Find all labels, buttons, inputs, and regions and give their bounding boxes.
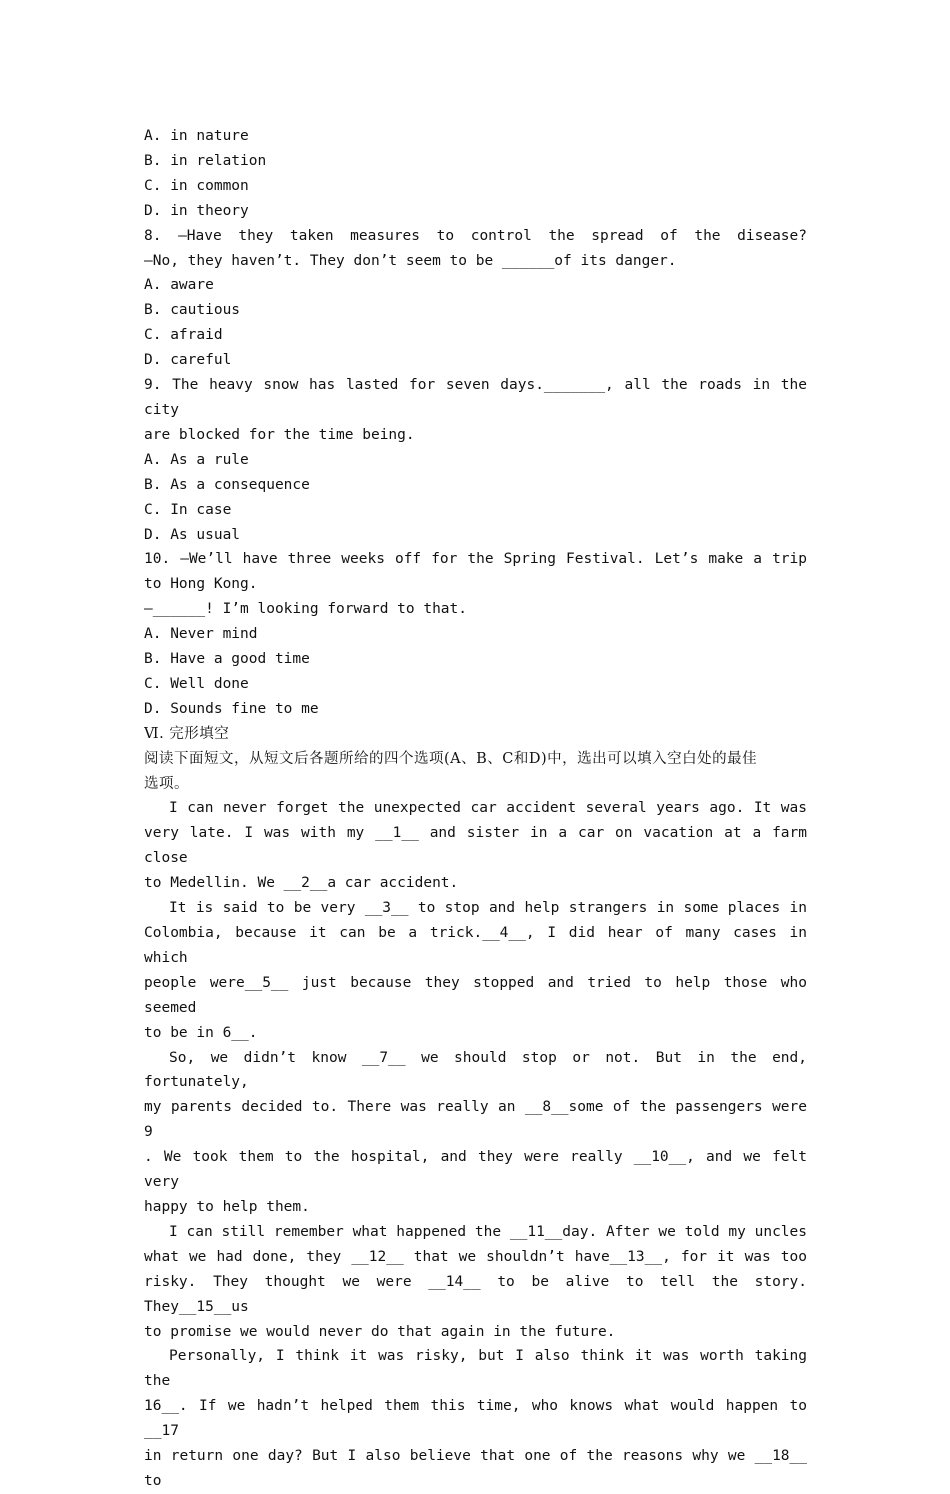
passage-paragraph-2 — [144, 896, 807, 1045]
q10-option-c: C. Well done — [144, 675, 249, 692]
passage-line: I can never forget the unexpected car accident several years ago. It was — [169, 800, 807, 817]
q9-option-c: C. In case — [144, 501, 232, 518]
passage-line: It is said to be very __3__ to stop and help strangers in some places in — [169, 900, 807, 917]
q8-stem: 8. —Have they taken measures to control the spread of the disease? — [144, 227, 807, 244]
question-9 — [144, 373, 807, 547]
passage-line: happy to help them. — [144, 1198, 310, 1215]
q8-option-c: C. afraid — [144, 327, 223, 344]
passage-line: I can still remember what happened the __11__day. After we told my uncles — [169, 1223, 807, 1240]
q8-option-b: B. cautious — [144, 302, 241, 319]
q10-option-a: A. Never mind — [144, 626, 258, 643]
passage-line: in return one day? But I also believe that one of the reasons why we __18__ to — [144, 1448, 807, 1489]
passage-paragraph-3 — [144, 1046, 807, 1220]
q7-option-c: C. in common — [144, 177, 249, 194]
q10-reply: —______! I’m looking forward to that. — [144, 601, 468, 618]
passage-line: risky. They thought we were __14__ to be alive to tell the story. They__15__us — [144, 1273, 807, 1315]
passage-line: people were__5__ just because they stopped and tried to help those who seemed — [144, 974, 807, 1016]
question-10 — [144, 547, 807, 721]
section-title: Ⅵ. 完形填空 — [144, 725, 230, 742]
passage-paragraph-5 — [144, 1344, 807, 1493]
q7-option-a: A. in nature — [144, 128, 249, 144]
passage-line: . We took them to the hospital, and they were really __10__, and we felt very — [144, 1149, 807, 1191]
instructions-line-1: 阅读下面短文，从短文后各题所给的四个选项(A、B、C和D)中，选出可以填入空白处的最佳 — [144, 750, 758, 767]
passage-line: very late. I was with my __1__ and sister in a car on vacation at a farm close — [144, 825, 807, 867]
q7-option-d: D. in theory — [144, 202, 249, 219]
q10-option-d: D. Sounds fine to me — [144, 700, 319, 717]
q9-option-a: A. As a rule — [144, 451, 249, 468]
passage-line: 16__. If we hadn’t helped them this time, who knows what would happen to __17 — [144, 1398, 807, 1440]
passage-line: to Medellin. We __2__a car accident. — [144, 875, 459, 892]
document-page — [144, 124, 807, 1494]
q7-option-b: B. in relation — [144, 152, 267, 169]
passage-line: to be in 6__. — [144, 1024, 258, 1041]
instructions-line-2: 选项。 — [144, 775, 189, 792]
passage-line: Colombia, because it can be a trick.__4__, I did hear of many cases in which — [144, 925, 807, 966]
q8-reply: —No, they haven’t. They don’t seem to be ______of its danger. — [144, 252, 677, 269]
q9-stem-line-2: are blocked for the time being. — [144, 426, 415, 443]
passage-line: So, we didn’t know __7__ we should stop or not. But in the end, fortunately, — [144, 1049, 807, 1091]
q9-option-b: B. As a consequence — [144, 476, 310, 493]
passage-line: to promise we would never do that again in the future. — [144, 1323, 616, 1340]
passage-line: my parents decided to. There was really an __8__some of the passengers were 9 — [144, 1099, 807, 1141]
q10-stem-line-2: to Hong Kong. — [144, 576, 258, 593]
q9-stem-line-1: 9. The heavy snow has lasted for seven days._______, all the roads in the city — [144, 377, 807, 418]
q8-option-d: D. careful — [144, 352, 232, 369]
passage-line: Personally, I think it was risky, but I also think it was worth taking the — [144, 1348, 807, 1390]
q9-option-d: D. As usual — [144, 526, 241, 543]
passage-paragraph-4 — [144, 1220, 807, 1345]
passage-line: what we had done, they __12__ that we shouldn’t have__13__, for it was too — [144, 1248, 807, 1265]
q10-stem-line-1: 10. —We’ll have three weeks off for the Spring Festival. Let’s make a trip — [144, 551, 807, 568]
q8-option-a: A. aware — [144, 277, 214, 294]
passage-paragraph-1 — [144, 796, 807, 896]
q10-option-b: B. Have a good time — [144, 651, 310, 668]
q7-options — [144, 124, 807, 224]
cloze-passage — [144, 796, 807, 1493]
question-8 — [144, 224, 807, 373]
